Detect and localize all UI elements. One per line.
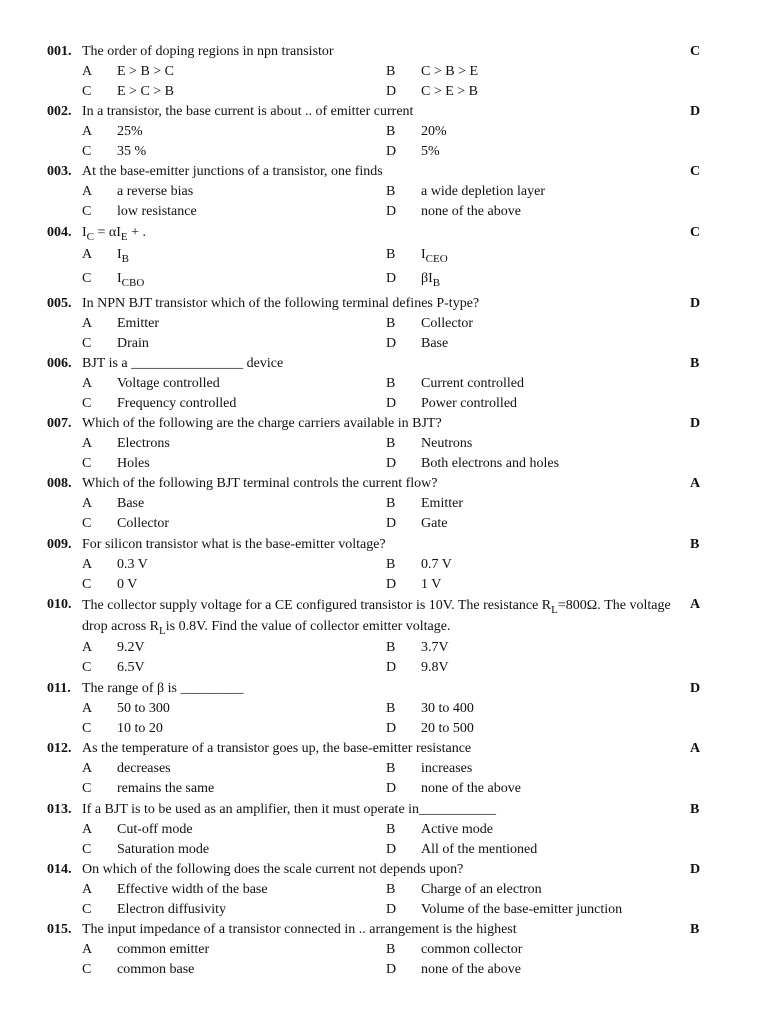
- option-letter: A: [82, 316, 93, 331]
- question-number: 011.: [47, 681, 71, 696]
- option-text: Cut-off mode: [117, 822, 193, 837]
- question-number: 013.: [47, 802, 72, 817]
- option-letter: B: [386, 557, 396, 572]
- option-letter: D: [386, 84, 397, 99]
- option-text: common emitter: [117, 942, 210, 957]
- option-letter: D: [386, 336, 397, 351]
- text-part: is 0.8V. Find the value of collector emitter voltage.: [165, 619, 451, 634]
- question-006: [0, 354, 768, 414]
- answer-key: D: [690, 416, 701, 431]
- text-part: = αI: [94, 225, 121, 240]
- answer-key: B: [690, 356, 700, 371]
- option-text: Base: [117, 496, 145, 511]
- question-text: The range of β is _________: [82, 681, 244, 696]
- option-text: a reverse bias: [117, 184, 194, 199]
- option-text: 20 to 500: [421, 721, 474, 736]
- answer-key: B: [690, 537, 700, 552]
- option-text: Holes: [117, 456, 150, 471]
- option-text: All of the mentioned: [421, 842, 538, 857]
- question-010: [0, 595, 768, 678]
- option-letter: D: [386, 962, 397, 977]
- option-letter: D: [386, 144, 397, 159]
- option-letter: A: [82, 436, 93, 451]
- option-text: Electrons: [117, 436, 170, 451]
- option-text: [117, 243, 129, 267]
- option-letter: D: [386, 842, 397, 857]
- option-letter: B: [386, 496, 396, 511]
- option-letter: A: [82, 376, 93, 391]
- answer-key: A: [690, 476, 701, 491]
- option-letter: A: [82, 942, 93, 957]
- option-letter: A: [82, 496, 93, 511]
- question-number: 002.: [47, 104, 72, 119]
- question-text: As the temperature of a transistor goes up, the base-emitter resistance: [82, 741, 472, 756]
- option-text: common base: [117, 962, 195, 977]
- answer-key: A: [690, 741, 701, 756]
- option-letter: C: [82, 336, 92, 351]
- text-part: + .: [127, 225, 147, 240]
- option-letter: B: [386, 316, 396, 331]
- option-letter: C: [82, 456, 92, 471]
- question-004: [0, 223, 768, 291]
- option-text: 0.3 V: [117, 557, 148, 572]
- option-letter: C: [82, 902, 92, 917]
- answer-key: D: [690, 104, 701, 119]
- option-text: none of the above: [421, 204, 521, 219]
- option-text: E > C > B: [117, 84, 175, 99]
- option-text: 10 to 20: [117, 721, 163, 736]
- option-text: Active mode: [421, 822, 493, 837]
- option-letter: D: [386, 516, 397, 531]
- question-014: [0, 860, 768, 920]
- subscript: CBO: [121, 277, 145, 289]
- question-text: In a transistor, the base current is about .. of emitter current: [82, 104, 414, 119]
- option-letter: B: [386, 942, 396, 957]
- question-013: [0, 800, 768, 860]
- option-letter: B: [386, 701, 396, 716]
- answer-key: B: [690, 802, 700, 817]
- option-letter: D: [386, 721, 397, 736]
- answer-key: D: [690, 296, 701, 311]
- question-number: 014.: [47, 862, 72, 877]
- option-text: Power controlled: [421, 396, 518, 411]
- option-letter: A: [82, 184, 93, 199]
- question-number: 007.: [47, 416, 72, 431]
- option-letter: A: [82, 124, 93, 139]
- option-letter: C: [82, 660, 92, 675]
- question-number: 010.: [47, 597, 72, 612]
- option-letter: A: [82, 761, 93, 776]
- option-letter: B: [386, 247, 396, 262]
- option-letter: C: [82, 144, 92, 159]
- option-letter: B: [386, 184, 396, 199]
- question-text: Which of the following BJT terminal controls the current flow?: [82, 476, 438, 491]
- subscript: L: [551, 604, 558, 616]
- option-text: Saturation mode: [117, 842, 210, 857]
- option-text: [421, 243, 448, 267]
- option-letter: B: [386, 761, 396, 776]
- option-letter: C: [82, 781, 92, 796]
- option-text: C > E > B: [421, 84, 479, 99]
- question-number: 001.: [47, 44, 72, 59]
- option-letter: D: [386, 271, 397, 286]
- option-text: 1 V: [421, 577, 442, 592]
- option-letter: D: [386, 660, 397, 675]
- option-text: low resistance: [117, 204, 197, 219]
- option-text: 0 V: [117, 577, 138, 592]
- option-letter: A: [82, 701, 93, 716]
- question-015: [0, 920, 768, 980]
- option-text: 35 %: [117, 144, 147, 159]
- option-text: Frequency controlled: [117, 396, 237, 411]
- option-text: Current controlled: [421, 376, 525, 391]
- question-008: [0, 474, 768, 534]
- option-text: [117, 267, 144, 291]
- option-letter: A: [82, 822, 93, 837]
- question-text: At the base-emitter junctions of a transistor, one finds: [82, 164, 383, 179]
- option-text: Neutrons: [421, 436, 473, 451]
- option-text: increases: [421, 761, 473, 776]
- option-text: 50 to 300: [117, 701, 170, 716]
- option-letter: B: [386, 436, 396, 451]
- subscript: C: [86, 231, 95, 243]
- option-letter: C: [82, 84, 92, 99]
- question-number: 009.: [47, 537, 72, 552]
- option-letter: A: [82, 640, 93, 655]
- option-text: [421, 267, 440, 291]
- option-letter: A: [82, 882, 93, 897]
- text-part: =800Ω. The voltage drop across R: [82, 598, 671, 634]
- option-letter: C: [82, 271, 92, 286]
- answer-key: C: [690, 225, 701, 240]
- option-letter: C: [82, 721, 92, 736]
- question-005: [0, 294, 768, 354]
- option-text: E > B > C: [117, 64, 175, 79]
- question-009: [0, 535, 768, 595]
- question-007: [0, 414, 768, 474]
- question-number: 006.: [47, 356, 72, 371]
- question-text: BJT is a ________________ device: [82, 356, 284, 371]
- question-001: [0, 42, 768, 102]
- option-text: Both electrons and holes: [421, 456, 560, 471]
- text-part: I: [117, 271, 122, 286]
- question-number: 003.: [47, 164, 72, 179]
- question-number: 004.: [47, 225, 72, 240]
- question-text: If a BJT is to be used as an amplifier, then it must operate in___________: [82, 802, 497, 817]
- option-text: Gate: [421, 516, 448, 531]
- option-text: Charge of an electron: [421, 882, 542, 897]
- question-text: For silicon transistor what is the base-emitter voltage?: [82, 537, 386, 552]
- option-text: 5%: [421, 144, 440, 159]
- option-text: Drain: [117, 336, 149, 351]
- option-letter: B: [386, 822, 396, 837]
- option-text: 9.2V: [117, 640, 145, 655]
- text-part: I: [117, 247, 122, 262]
- option-letter: B: [386, 376, 396, 391]
- option-text: Collector: [117, 516, 170, 531]
- text-part: I: [421, 247, 426, 262]
- option-text: Emitter: [117, 316, 159, 331]
- answer-key: A: [690, 597, 701, 612]
- answer-key: C: [690, 164, 701, 179]
- question-text: In NPN BJT transistor which of the following terminal defines P-type?: [82, 296, 480, 311]
- question-text: [82, 595, 690, 637]
- option-letter: A: [82, 557, 93, 572]
- option-text: Volume of the base-emitter junction: [421, 902, 623, 917]
- option-text: Base: [421, 336, 449, 351]
- option-letter: C: [82, 577, 92, 592]
- option-letter: D: [386, 396, 397, 411]
- option-letter: B: [386, 882, 396, 897]
- question-text: Which of the following are the charge carriers available in BJT?: [82, 416, 442, 431]
- question-text: [82, 223, 682, 243]
- question-number: 008.: [47, 476, 72, 491]
- option-text: 0.7 V: [421, 557, 452, 572]
- option-text: 6.5V: [117, 660, 145, 675]
- option-letter: D: [386, 902, 397, 917]
- option-text: remains the same: [117, 781, 215, 796]
- question-012: [0, 739, 768, 799]
- text-part: βI: [421, 271, 433, 286]
- subscript: CEO: [425, 253, 448, 265]
- answer-key: B: [690, 922, 700, 937]
- option-text: 30 to 400: [421, 701, 474, 716]
- option-letter: C: [82, 516, 92, 531]
- question-number: 012.: [47, 741, 72, 756]
- option-text: 9.8V: [421, 660, 449, 675]
- question-011: [0, 679, 768, 739]
- option-text: none of the above: [421, 781, 521, 796]
- option-letter: A: [82, 64, 93, 79]
- option-text: 25%: [117, 124, 143, 139]
- option-letter: D: [386, 781, 397, 796]
- option-letter: D: [386, 456, 397, 471]
- option-letter: A: [82, 247, 93, 262]
- subscript: B: [121, 253, 130, 265]
- option-text: Electron diffusivity: [117, 902, 226, 917]
- option-text: 3.7V: [421, 640, 449, 655]
- text-part: I: [82, 225, 87, 240]
- answer-key: C: [690, 44, 701, 59]
- question-002: [0, 102, 768, 162]
- answer-key: D: [690, 862, 701, 877]
- option-letter: D: [386, 577, 397, 592]
- option-text: C > B > E: [421, 64, 479, 79]
- question-text: The order of doping regions in npn transistor: [82, 44, 334, 59]
- subscript: E: [120, 231, 128, 243]
- option-text: 20%: [421, 124, 447, 139]
- option-letter: D: [386, 204, 397, 219]
- option-letter: B: [386, 124, 396, 139]
- option-text: none of the above: [421, 962, 521, 977]
- option-letter: B: [386, 64, 396, 79]
- subscript: L: [159, 625, 166, 637]
- option-letter: C: [82, 962, 92, 977]
- question-text: The input impedance of a transistor connected in .. arrangement is the highest: [82, 922, 517, 937]
- question-text: On which of the following does the scale current not depends upon?: [82, 862, 464, 877]
- question-number: 015.: [47, 922, 72, 937]
- option-text: Emitter: [421, 496, 463, 511]
- option-letter: B: [386, 640, 396, 655]
- question-003: [0, 162, 768, 222]
- option-text: Effective width of the base: [117, 882, 268, 897]
- option-text: Collector: [421, 316, 474, 331]
- answer-key: D: [690, 681, 701, 696]
- option-text: common collector: [421, 942, 523, 957]
- option-text: Voltage controlled: [117, 376, 220, 391]
- option-text: a wide depletion layer: [421, 184, 546, 199]
- option-letter: C: [82, 842, 92, 857]
- question-number: 005.: [47, 296, 72, 311]
- option-letter: C: [82, 396, 92, 411]
- text-part: The collector supply voltage for a CE configured transistor is 10V. The resistance R: [82, 598, 552, 613]
- option-letter: C: [82, 204, 92, 219]
- option-text: decreases: [117, 761, 171, 776]
- subscript: B: [432, 277, 441, 289]
